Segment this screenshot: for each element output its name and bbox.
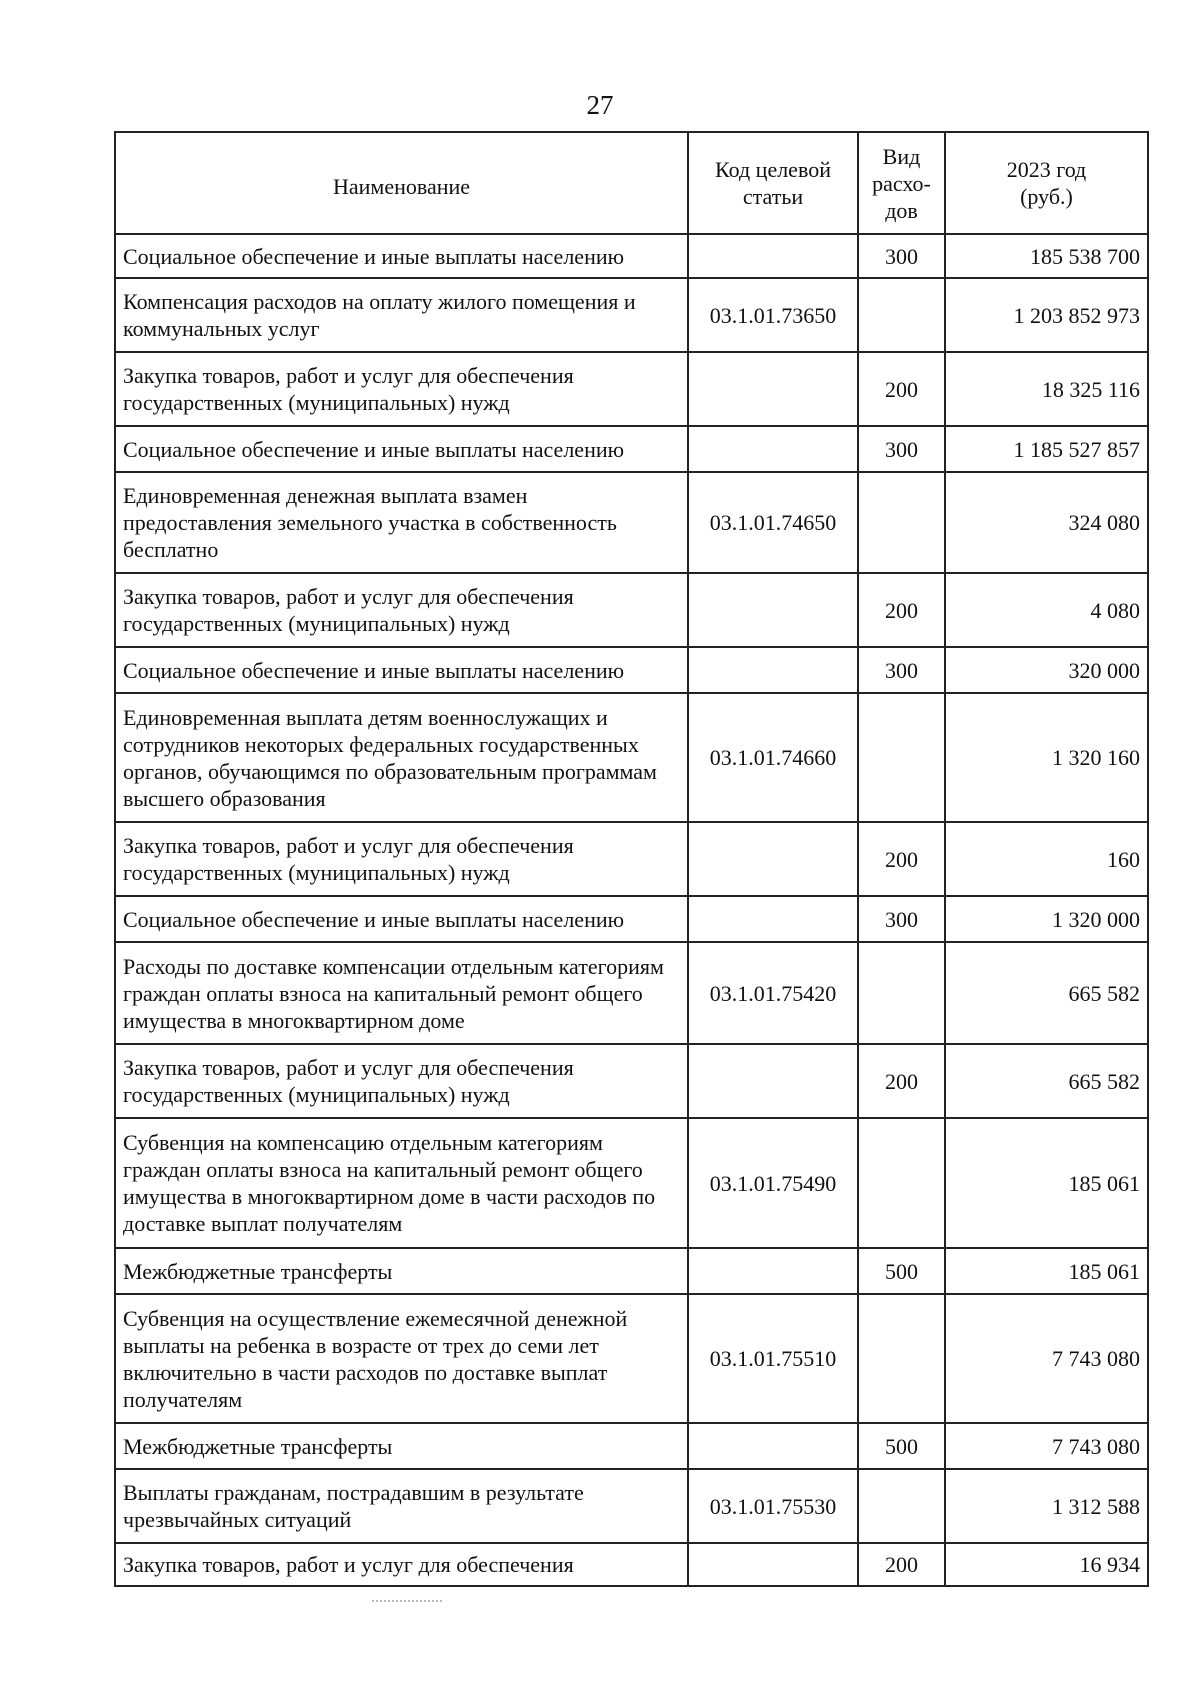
row-sum: 1 320 160: [945, 693, 1148, 822]
row-vid: [858, 942, 945, 1044]
table-row: [115, 1543, 1148, 1586]
row-vid: 300: [858, 647, 945, 693]
row-code: [688, 426, 858, 472]
row-name: Социальное обеспечение и иные выплаты населению: [115, 896, 688, 942]
row-name: Социальное обеспечение и иные выплаты населению: [115, 426, 688, 472]
row-name: Единовременная выплата детям военнослужащих и сотрудников некоторых федеральных государственных органов, обучающимся по образовательным программам высшего образования: [115, 693, 688, 822]
row-name: Единовременная денежная выплата взамен предоставления земельного участка в собственность бесплатно: [115, 472, 688, 573]
row-name: Компенсация расходов на оплату жилого помещения и коммунальных услуг: [115, 278, 688, 352]
row-vid: 200: [858, 352, 945, 426]
table-row: [115, 472, 1148, 573]
row-code: [688, 234, 858, 278]
row-name: Закупка товаров, работ и услуг для обеспечения государственных (муниципальных) нужд: [115, 822, 688, 896]
row-sum: 185 538 700: [945, 234, 1148, 278]
row-sum: 665 582: [945, 1044, 1148, 1118]
row-vid: 200: [858, 1044, 945, 1118]
row-code: [688, 352, 858, 426]
row-code: [688, 647, 858, 693]
row-vid: [858, 278, 945, 352]
row-sum: 1 203 852 973: [945, 278, 1148, 352]
scan-artifact: [372, 1600, 442, 1604]
header-vid: Вид расхо-дов: [858, 132, 945, 234]
row-name: Закупка товаров, работ и услуг для обеспечения государственных (муниципальных) нужд: [115, 1044, 688, 1118]
row-code: 03.1.01.74660: [688, 693, 858, 822]
table-row: [115, 693, 1148, 822]
header-code: Код целевой статьи: [688, 132, 858, 234]
row-sum: 7 743 080: [945, 1294, 1148, 1423]
row-sum: 7 743 080: [945, 1423, 1148, 1469]
table-row: [115, 278, 1148, 352]
row-name: Межбюджетные трансферты: [115, 1248, 688, 1294]
table-row: [115, 234, 1148, 278]
row-name: Закупка товаров, работ и услуг для обеспечения: [115, 1543, 688, 1586]
header-name: Наименование: [115, 132, 688, 234]
row-code: [688, 573, 858, 647]
row-sum: 185 061: [945, 1118, 1148, 1248]
row-name: Выплаты гражданам, пострадавшим в результате чрезвычайных ситуаций: [115, 1469, 688, 1543]
row-code: [688, 1543, 858, 1586]
row-name: Субвенция на компенсацию отдельным категориям граждан оплаты взноса на капитальный ремонт общего имущества в многоквартирном доме в части расходов по доставке выплат получателям: [115, 1118, 688, 1248]
table-row: [115, 1044, 1148, 1118]
row-code: 03.1.01.75530: [688, 1469, 858, 1543]
row-sum: 16 934: [945, 1543, 1148, 1586]
row-vid: 300: [858, 426, 945, 472]
row-name: Закупка товаров, работ и услуг для обеспечения государственных (муниципальных) нужд: [115, 352, 688, 426]
table-row: [115, 1423, 1148, 1469]
row-code: [688, 1423, 858, 1469]
row-name: Межбюджетные трансферты: [115, 1423, 688, 1469]
table-row: [115, 1294, 1148, 1423]
row-code: 03.1.01.73650: [688, 278, 858, 352]
table-row: [115, 1248, 1148, 1294]
row-sum: 1 312 588: [945, 1469, 1148, 1543]
row-sum: 1 320 000: [945, 896, 1148, 942]
row-vid: 200: [858, 573, 945, 647]
table-header-row: [115, 132, 1148, 234]
row-vid: 300: [858, 234, 945, 278]
row-vid: 500: [858, 1423, 945, 1469]
row-code: [688, 822, 858, 896]
row-code: 03.1.01.75510: [688, 1294, 858, 1423]
row-vid: [858, 1469, 945, 1543]
header-sum: 2023 год (руб.): [945, 132, 1148, 234]
row-vid: [858, 472, 945, 573]
table-row: [115, 573, 1148, 647]
row-sum: 320 000: [945, 647, 1148, 693]
row-code: 03.1.01.75490: [688, 1118, 858, 1248]
table-row: [115, 426, 1148, 472]
row-code: 03.1.01.74650: [688, 472, 858, 573]
row-name: Социальное обеспечение и иные выплаты населению: [115, 234, 688, 278]
table-row: [115, 942, 1148, 1044]
budget-table: [114, 131, 1149, 1587]
row-sum: 324 080: [945, 472, 1148, 573]
row-code: 03.1.01.75420: [688, 942, 858, 1044]
row-vid: [858, 693, 945, 822]
row-vid: [858, 1294, 945, 1423]
row-vid: 200: [858, 822, 945, 896]
row-name: Расходы по доставке компенсации отдельным категориям граждан оплаты взноса на капитальный ремонт общего имущества в многоквартирном доме: [115, 942, 688, 1044]
row-code: [688, 1248, 858, 1294]
row-name: Закупка товаров, работ и услуг для обеспечения государственных (муниципальных) нужд: [115, 573, 688, 647]
row-code: [688, 896, 858, 942]
row-sum: 160: [945, 822, 1148, 896]
row-sum: 185 061: [945, 1248, 1148, 1294]
row-sum: 4 080: [945, 573, 1148, 647]
table-row: [115, 647, 1148, 693]
row-sum: 18 325 116: [945, 352, 1148, 426]
table-row: [115, 822, 1148, 896]
table-row: [115, 1469, 1148, 1543]
row-vid: 500: [858, 1248, 945, 1294]
row-name: Социальное обеспечение и иные выплаты населению: [115, 647, 688, 693]
row-sum: 665 582: [945, 942, 1148, 1044]
page-number: 27: [586, 90, 614, 120]
row-code: [688, 1044, 858, 1118]
row-vid: [858, 1118, 945, 1248]
row-name: Субвенция на осуществление ежемесячной денежной выплаты на ребенка в возрасте от трех до семи лет включительно в части расходов по доставке выплат получателям: [115, 1294, 688, 1423]
row-vid: 300: [858, 896, 945, 942]
table-row: [115, 896, 1148, 942]
table-row: [115, 1118, 1148, 1248]
row-vid: 200: [858, 1543, 945, 1586]
row-sum: 1 185 527 857: [945, 426, 1148, 472]
table-row: [115, 352, 1148, 426]
